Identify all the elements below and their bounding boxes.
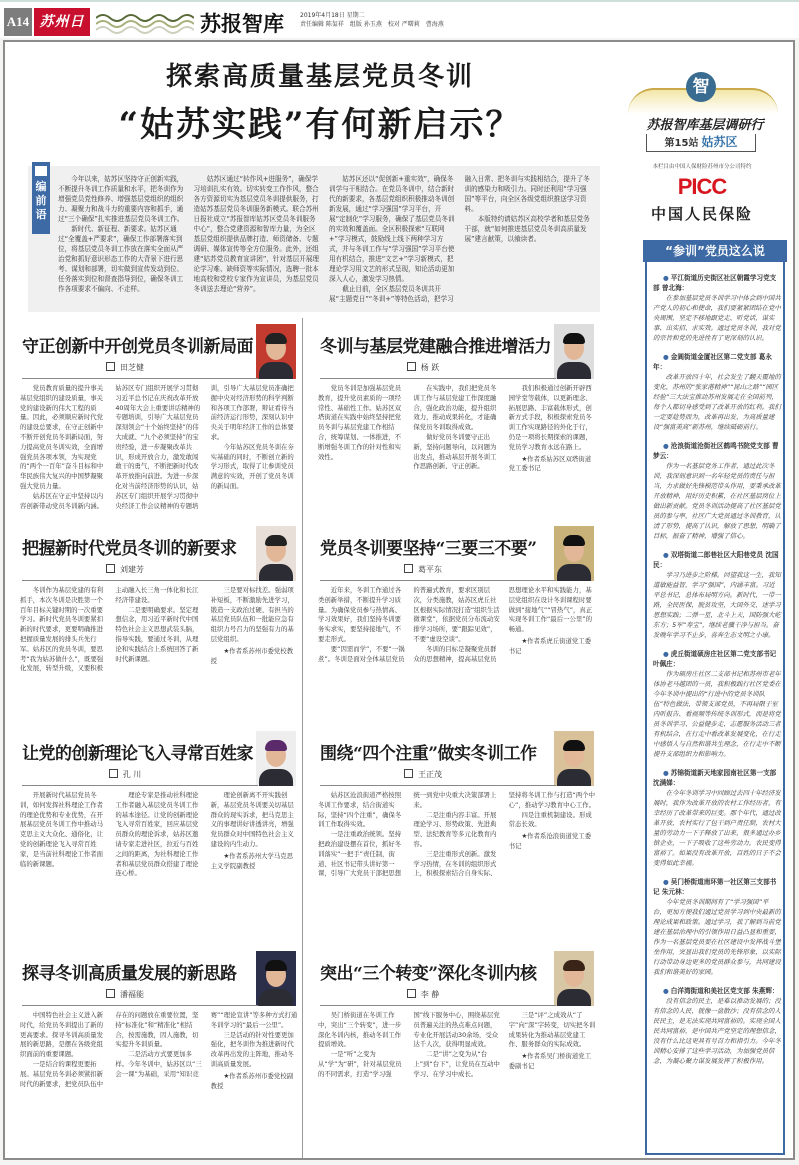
intro-paragraph: 今年以来，姑苏区坚持守正创新实践，不断提升冬训工作质量和水平，把冬训作为增强党员党性修养、增强基层党组织的组织力、凝聚力和战斗力的重要内容和抓手，通过“三个确保”扎实推进基层党员冬训工作。 — [58, 175, 184, 223]
photo-hair — [265, 333, 287, 344]
headline-rule — [22, 580, 258, 581]
author-note: ★作者系苏州大学马克思主义学院副教授 — [210, 851, 294, 870]
headline-rule — [320, 580, 556, 581]
quote-text: 学习乃进步之阶梯。回望我这一生，我知道敏能益智，学习“强国”，内涵丰富。习近平总书记，总体布局明方向。新时代，一带一路，全民医保，脱贫攻坚，大国外交，述学习思想实践；二弹一星，北斗上天，国防强大屹东方；5军“寿宝”，继续老骥干净与担当。奋发晚年学习不止步，喜奔生态文明之小康。 — [653, 571, 781, 639]
article-paragraph: 一是“听”之变为从“学”为“研”，针对基层党员的不同需求，打造“学习强国”线下服务中心，围绕基层党员普遍关注的热点难点问题，专业化开展活动30余场，受众达千人次，获得明显成效。 — [318, 1011, 500, 1078]
photo-body — [259, 362, 293, 379]
article-byline: 杨 跃 — [308, 362, 538, 373]
headline-rule — [22, 378, 258, 379]
article-paragraph: 吴门桥街道在冬训工作中，突出“三个转变”，进一步深化冬训内核，推动冬训工作提质增效。 — [318, 1011, 402, 1049]
article — [10, 945, 300, 1145]
wave-ornament-icon — [96, 12, 194, 34]
quote-source: ● 苏锦街道新天地家园南社区第一支部 沈满娣： — [653, 768, 781, 788]
article-paragraph: 近年来，冬训工作通过各类创新举措，不断提升学习质量。为确保党员参与热情高、学习效果好，我们坚持冬训要务实求实，要坚持接地气，不要走形式。 — [318, 586, 402, 643]
article-body — [318, 1011, 596, 1139]
intro-tag: 编前语 — [32, 162, 50, 234]
article-byline: 孔 川 — [10, 769, 240, 780]
article-paragraph: 今年姑苏区党员冬训在夯实基础的同时，不断创立新的学习形式，取得了让参训党员满意的实效，开创了党员冬训的新局面。 — [210, 442, 294, 490]
headline-rule — [22, 785, 258, 786]
article-paragraph: 一是注重政治统领。坚持把政治建设摆在首位，抓好冬训落实“一把手”责任制，街道、社区书记带头讲好第一课，引导广大党员干部把思想统一到党中央重大决策部署上来。 — [318, 791, 497, 878]
picc-logo: PICC — [677, 174, 727, 199]
article-paragraph: 理论专家是推动社科理论工作者融入基层党员冬训工作的基本途径。让党的创新理论飞入寻常百姓家，回应基层党员群众的理论诉求，姑苏区邀请专家走进社区，拉近与百姓之间的距离，为社科理论工作者和基层党员群众搭建了理论连心桥。 — [115, 791, 199, 878]
author-photo — [554, 951, 594, 1006]
author-photo — [256, 526, 296, 581]
photo-body — [557, 989, 591, 1006]
author-photo — [554, 731, 594, 786]
article-byline: 葛平东 — [308, 564, 538, 575]
article — [10, 520, 300, 720]
station-area: 姑苏区 — [701, 135, 738, 149]
article-byline: 潘福能 — [10, 989, 240, 1000]
intro-paragraph: 姑苏区通过“转作风+进服务”，确保学习培训扎实有效。切实转变工作作风，整合各方资源切实为基层党员冬训提供服务，打造姑苏基层党员冬训服务新模式。联合苏州日报社成立“苏报智库姑苏区党员冬训服务中心”，整合党建资源和智库力量，为全区基层党组织提供品牌打造、师资储备、专题调研、媒体宣传等全方位服务。此外，还组建“姑苏党员教育宣讲团”，针对基层开展理论学习难、缺师资等实际情况，选聘一批本地高校和党校专家作为宣讲员，为基层党员冬训送去理论“营养”。 — [193, 175, 320, 293]
article-byline: 刘建芳 — [10, 564, 240, 575]
article-paragraph: 做好党员冬训要守正出新，坚持问题导向，以问题为出发点，推动基层开展冬训工作思路创新、守正创新。 — [413, 432, 497, 471]
column-divider — [302, 318, 303, 1158]
editor-intro — [28, 166, 600, 312]
quote-item — [653, 768, 781, 868]
article-paragraph: 开展新时代基层党员冬训，如何发挥社科理论工作者的理论优势和专业优势，在开展基层党员冬训工作中推动马克思主义大众化、通俗化，让党的创新理论飞入寻常百姓家，是当前社科理论工作者面临的新课题。 — [20, 791, 104, 868]
photo-hair — [563, 333, 585, 344]
article-title: 冬训与基层党建融合推进增活力 — [320, 337, 551, 357]
article-title: 突出“三个转变”深化冬训内核 — [320, 964, 537, 984]
photo-hair — [265, 535, 287, 546]
headline-rule — [22, 1005, 258, 1006]
article — [308, 945, 598, 1145]
article-paragraph: 三是“评”之成效从“了字”向“深”字转变，切实把冬训成果转化为推动基层党建工作、服务群众的实际成效。 — [508, 1011, 596, 1049]
zhi-badge-icon: 智 — [686, 72, 716, 102]
station-number: 第15站 — [664, 138, 699, 149]
photo-body — [557, 362, 591, 379]
photo-hair — [563, 740, 585, 751]
article-paragraph: 要“因需而学”，不要“一锅煮”。冬训是面对全体基层党员的普遍式教育，要求区别层次，分类施教，姑苏区虎丘社区根据实际情况打造“组织生活微课堂”，依据党员分布流动安排学习场所，要“跟踪见效”，不要“虚设空谈”。 — [318, 586, 500, 663]
photo-hair — [265, 960, 287, 971]
quote-text: 作为一名基层党务工作者，通过此次冬训，我深刻意识到一名年轻党员的责任与担当，力求做好先锋模范带头作用，要秉承改革开放精神，用好历史积累，在社区基层岗位上做出新贡献。党员冬训活动提高了社区基层党员的参与率，社区广大党员通过冬训教育，认清了形势，提高了认识，解放了思想，明确了目标，振奋了精神，增强了信心。 — [653, 462, 781, 540]
headline-rule — [320, 378, 556, 379]
station-label — [646, 134, 756, 152]
photo-body — [557, 564, 591, 581]
author-photo — [256, 324, 296, 379]
photo-body — [259, 989, 293, 1006]
author-photo — [554, 324, 594, 379]
article — [308, 520, 598, 720]
intro-paragraph: 姑苏区还以“促创新+重实效”，确保冬训学与干相结合。在党员冬训中，结合新时代的新要求，各基层党组织积极推动冬训创新发展，通过“学习强国”学习平台，开展“定制化”学习服务，确保了基层党员冬训的实效和覆盖面。全区积极探索“互联网+”学习模式，鼓励线上线下两种学习方式，并与冬训工作与“学习强国”学习平台使用有机结合，推进“文艺+”学习新模式，把理论学习用文艺的形式呈现，知论活动更加深入人心，激发学习热情。 — [329, 175, 455, 283]
article-body — [20, 1011, 298, 1139]
article-body — [20, 791, 298, 919]
photo-body — [259, 564, 293, 581]
quote-text: 在今年冬训学习中回顾过去四十年经济发展时，我作为改革开放的农村工作经历者，有幸经历了改革带来的巨变。那个年代，通过改革开放，农村实行了包干到户责任制，农村大量的劳动力一下子释放了出来，很多通过办乡镇企业，一下子吸收了这些劳动力，农民变得富裕了。如果没有改革开放，百姓的日子不会变得如此幸福。 — [653, 789, 781, 867]
quotes-list — [653, 273, 781, 1075]
series-logo — [612, 70, 792, 235]
quote-source: ● 沧浪街道沧街社区鹤鸣书院党支部 曹梦云： — [653, 441, 781, 461]
credit: 曹海燕 — [425, 21, 444, 28]
article-paragraph: 姑苏区在守正中坚持以内容创新带动党员冬训新内涵。姑苏区专门组织开展学习贯彻习近平总书记在庆祝改革开放40周年大会上重要讲话精神的专题培训，引导广大基层党员深刻领会“十个始终坚持”的伟大成就、“九个必须坚持”的宝贵经验，进一步凝聚改革共识，形成开放合力，激发敢闯敢干的勇气，不断把新时代改革开放推向前进。为进一步深化对当前经济形势的认识，姑苏区专门组织开展学习贯彻中央经济工作会议精神的专题培训，引导广大基层党员准确把握中央对经济形势的科学判断和各项工作部署，辩证看待当前经济运行形势，深刻认识中央关于明年经济工作的总体要求。 — [20, 384, 294, 510]
article-paragraph: 党员教育质量的提升事关基层党组织的建设质量，事关党的建设新的伟大工程的质量。因此，必须顺应新时代党的建设总要求，在守正创新中不断开创党员冬训新局面，努力提高党员冬训实效，全面增强党员各项本领，为实现党的“两个一百年”奋斗目标和中华民族伟大复兴的中国梦凝聚强大党员力量。 — [20, 384, 104, 490]
article-paragraph: 二是注重内容丰富。开展理论学习、形势政策、先进典型、法纪教育等多元化教育内容。 — [413, 810, 497, 848]
headline-line-2: “姑苏实践”有何新启示？ — [118, 105, 522, 145]
article-paragraph: 二是活动方式要更加多样。今年冬训中，姑苏区以“三会一课”为基础，采用“知识竞赛”“理论宣讲”等多种方式打通冬训学习的“最后一公里”。 — [115, 1011, 298, 1078]
article-body — [20, 586, 298, 714]
credit: 校对 严曙莉 — [387, 21, 420, 28]
series-title: 苏报智库基层调研行 — [646, 118, 764, 133]
issue-date: 2019年4月18日 星期二 — [300, 12, 365, 19]
author-note: ★作者系苏州市委党校副教授 — [210, 1071, 294, 1090]
article-title: 守正创新中开创党员冬训新局面 — [22, 337, 253, 357]
quote-item — [653, 877, 781, 977]
quote-source: ● 白洋湾街道和美社区党支部 朱燕辉： — [653, 986, 781, 996]
credit: 组版 孙玉燕 — [349, 21, 382, 28]
quote-item — [653, 441, 781, 541]
article — [10, 318, 300, 518]
intro-paragraph: 截止目前，全区基层党员冬训共开展“主题党日”“冬训+”等特色活动，把学习融入日常、把冬训与实践相结合，提升了冬训的感染力和吸引力。同时还利用“学习强国”等平台，向全区各级党组织推送学习资料。 — [329, 175, 590, 303]
quote-item — [653, 273, 781, 343]
sponsor-name: 中国人民保险 — [650, 205, 753, 223]
article-paragraph: 党员冬训是加强基层党员教育，提升党员素质的一项经常性、基础性工作。姑苏区双塔街道在实践中始终坚持把党员冬训与基层党建工作相结合，统筹谋划、一体推进，不断增强冬训工作的针对性和实效性。 — [318, 384, 402, 461]
article-paragraph: 理论创新离不开实践创新，基层党员冬训要关切基层群众的现实诉求，把马克思主义的事理讲好讲透讲亮，增强党员群众对中国特色社会主义建设的内生动力。 — [210, 791, 294, 848]
photo-hair — [563, 960, 585, 971]
quote-source: ● 双塔街道二郎巷社区大阳巷党员 沈国民： — [653, 550, 781, 570]
article-paragraph: 中国特色社会主义进入新时代，给党员冬训提出了新的更高要求。探寻冬训高质量发展的新思路，是摆在各级党组织面前的重要课题。 — [20, 1011, 104, 1059]
article-paragraph: 二是要明确要求。坚定理想信念，用习近平新时代中国特色社会主义思想武装头脑，指导实践，要通过冬训，从理论和实践结合上系统回答了新时代新课题。 — [115, 605, 199, 663]
quote-text: 没有信念的民主，是难以推动发展的；没有信念的人民，就像一盘散沙；没有信念的人民民主，是无法实现共同富裕的。实现全国人民共同富裕，是中国共产党坚定的理想信念，没有什么比这更具有号召力和指引力。今年冬训精心安排了这些学习活动，为加强党员信念，为凝心聚力谋发展发挥了积极作用。 — [653, 997, 781, 1065]
quote-source: ● 平江街道历史街区社区朝霞学习党支部 曾北海： — [653, 273, 781, 293]
article-title: 探寻冬训高质量发展的新思路 — [22, 964, 237, 984]
article-paragraph: 冬训的目标是凝聚党员群众的思想精神，提高基层党员思想理论水平和实践能力，基层党组织在设计冬训课程时要做到“接地气”“冒热气”，真正实现冬训工作“最后一公里”的畅通。 — [413, 586, 593, 663]
author-photo — [554, 526, 594, 581]
article-paragraph: 在实践中，我们把党员冬训工作与基层党建工作深度融合，强化政治功能，提升组织效力，推动成果转化，才能确保党员冬训取得成效。 — [413, 384, 497, 432]
sponsor-note: 本栏目由中国人保财险苏州市分公司特约 — [652, 164, 752, 170]
quote-text: 作为硕房庄社区二支部书记和苏州市老年体协老马越团的一员，我积极践行社区党委在今年冬训中提出的“行进中的党员冬训队伍”特色做法，带领支部党员，不再局限于室内听报告、看视频等传统冬训形式，而是将党员冬训学习、公益健步走、志愿服务活动三者有机结合，在行走中看改革发展变化，在行走中感悟人与自然和谐共生理念，在行走中不断提升支部组织力和影响力。 — [653, 670, 781, 758]
article-title: 让党的创新理论飞入寻常百姓家 — [22, 744, 253, 764]
author-photo — [256, 731, 296, 786]
issue-info — [300, 11, 450, 29]
quote-text: 今年党员冬训期间有了“学习强国”平台，更加方便我们通过党员学习到中央最新的理论成果和政策。通过学习，我了解到当前党建在基层治理中的引领作用日益凸显和重要，作为一名基层党员要在社区建设中发挥战斗堡垒作用，突显出我们党员的先锋形象，以实际行动带动身边更多的党员群众参与，共同建设我们和谐美好的家园。 — [653, 898, 781, 976]
quote-item — [653, 649, 781, 759]
intro-paragraph: 本版特约请姑苏区高校学者和基层党务干部，就“如何推进基层党员冬训高质量发展”建言献策，以飨读者。 — [464, 215, 590, 243]
article-title: 党员冬训要坚持“三要三不要” — [320, 539, 537, 559]
article — [308, 725, 598, 925]
photo-body — [557, 769, 591, 786]
quotes-title: “参训”党员这么说 — [643, 240, 787, 262]
paper-logo: 苏州日 — [34, 8, 90, 36]
member-quotes-box — [645, 245, 785, 1155]
quote-item — [653, 352, 781, 432]
article-body — [318, 791, 596, 919]
article-byline: 王正茂 — [308, 769, 538, 780]
author-note: ★作者系吴门桥街道党工委副书记 — [508, 1052, 592, 1070]
credits — [300, 20, 450, 29]
author-note: ★作者系沧浪街道党工委书记 — [508, 832, 592, 850]
author-photo — [256, 951, 296, 1006]
article — [308, 318, 598, 518]
photo-hair — [563, 535, 585, 546]
quote-source: ● 虎丘街道硕房庄社区第二党支部书记 叶佩庄： — [653, 649, 781, 669]
article-paragraph: 姑苏区沧浪街道严格按照冬训工作要求，结合街道实际，坚持“四个注重”，确保冬训工作取得实效。 — [318, 791, 402, 829]
article-paragraph: 一是结合的课程更要拓展。基层党员冬训必须紧扣新时代的新要求，把党员队伍中存在的问题放在重要位置，坚持“标准化”和“精准化”相结合，按需施教，因人施教，切实提升冬训质量。 — [20, 1011, 199, 1088]
photo-body — [259, 769, 293, 786]
article-body — [20, 384, 298, 512]
headline-rule — [320, 1005, 556, 1006]
quote-text: 改革开放四十年，社会发生了翻天覆地的变化，苏州的“张家港精神”“昆山之路”“园区经验”三大法宝推动苏州发展走在全国前列，每个人都切身感受到了改革开放的红利。我们一定要趁势而为，改革再出发，为高质量建设“强富美高”新苏州，继续砥砺前行。 — [653, 373, 781, 431]
article-paragraph: 三是要对标找差。强弱项补短板，不断激励先进学习，锻造一支政治过硬、有担当的基层党员队伍和一批能应急有组织力号召力的坚强有力的基层党组织。 — [210, 586, 294, 643]
quote-source: ● 金阊街道金厦社区第二党支部 葛永年： — [653, 352, 781, 372]
article — [10, 725, 300, 925]
intro-paragraph: 新时代、新征程、新要求。姑苏区通过“全覆盖+严要求”，确保工作部署落实到位，将基层党员冬训工作放在落实全面从严治党和抓好意识形态工作的大背景下进行思考、谋划和部署，切实做到宣传发动到位、任务落实到位和督查指导到位，确保冬训工作各项要求不偏向、不走样。 — [58, 225, 184, 293]
credit: 责任编辑 陈玺祥 — [300, 21, 344, 28]
article-title: 围绕“四个注重”做实冬训工作 — [320, 744, 537, 764]
article-paragraph: 冬训作为基层党建的有利抓手，本次冬训是决胜第一个百年目标关键时期的一次重要学习。新时代党员冬训要紧扣新的时代要求，更要明确推进把握质量发展的排头兵先行军。姑苏区的党员冬训，要思考“我为姑苏做什么”，既要强化发展，转型升级，又要积极主动融入长三角一体化和长江经济带建设。 — [20, 586, 199, 673]
main-headline — [40, 56, 600, 146]
author-note: ★作者系虎丘街道党工委书记 — [508, 636, 592, 655]
article-byline: 李 静 — [308, 989, 538, 1000]
article-body — [318, 384, 596, 512]
quote-item — [653, 550, 781, 640]
article-paragraph: 三是注重形式创新。激发学习热情，在冬训的组织形式上，积极探索结合自身实际、坚持将冬训工作与打造“两个中心”，推动学习教育中心工作。 — [413, 791, 596, 878]
page-number: A14 — [4, 8, 32, 36]
article-paragraph: 四是注重机制建设。形成常态长效。 — [508, 810, 592, 829]
quote-source: ● 吴门桥街道南环第一社区第三支部书记 朱元林： — [653, 877, 781, 897]
article-byline: 田芝健 — [10, 362, 240, 373]
author-note: ★作者系姑苏区双塔街道党工委书记 — [508, 454, 592, 473]
article-paragraph: 三是活动的针对性要更加强化，把冬训作为推进新时代改革再出发的主阵地，推动冬训高质量发展。 — [210, 1030, 294, 1068]
article-paragraph: 我们积极通过创新开辟西园学堂等载体，以更新理念、拓展思路、丰富载体形式，创新方式手段，积极探索党员冬训工作实现路径的外化于行，仍是一项将长期探索的课题，党员学习教育永远在路上。 — [508, 384, 592, 451]
author-note: ★作者系苏州市委党校教授 — [210, 646, 294, 665]
headline-rule — [320, 785, 556, 786]
section-title: 苏报智库 — [200, 12, 284, 36]
article-title: 把握新时代党员冬训的新要求 — [22, 539, 237, 559]
quote-item — [653, 986, 781, 1066]
headline-line-1: 探索高质量基层党员冬训 — [165, 62, 474, 92]
masthead — [0, 0, 799, 38]
photo-hair — [265, 740, 287, 751]
article-body — [318, 586, 596, 714]
quote-text: 在参加基层党员冬训学习中体会到中国共产党人的初心和使命，我们要紧紧团结在党中央周围，坚定不移地跟党走、听党话，谋实事、出实招、求实效。通过党员冬训，我对党的宗旨和党的先进性有了更深刻的认识。 — [653, 294, 781, 342]
article-paragraph: 二是“讲”之变为从“台上”到“台下”，让党员在互动中学习、在学习中成长。 — [413, 1050, 500, 1078]
